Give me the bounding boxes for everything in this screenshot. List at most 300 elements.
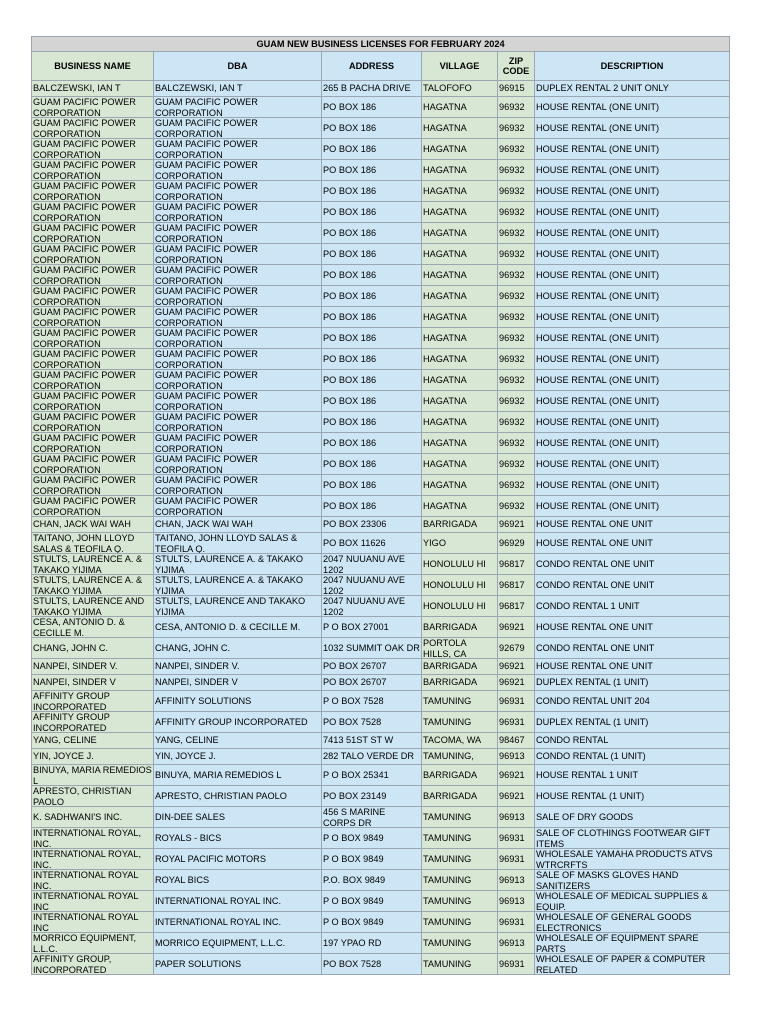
- cell-village: [422, 433, 498, 454]
- cell-business-name: [32, 617, 154, 638]
- cell-village-text: TAMUNING: [423, 695, 472, 706]
- cell-village: [422, 807, 498, 828]
- cell-village: [422, 849, 498, 870]
- cell-zip-code: [498, 97, 535, 118]
- cell-address: [322, 286, 422, 307]
- cell-address-text: PO BOX 186: [323, 122, 377, 133]
- cell-address: [322, 891, 422, 912]
- cell-zip-code: [498, 891, 535, 912]
- table-row: [32, 97, 730, 118]
- cell-description-text: DUPLEX RENTAL (1 UNIT): [536, 716, 649, 727]
- cell-address: [322, 765, 422, 786]
- cell-address: [322, 412, 422, 433]
- cell-zip-code-text: 96817: [499, 600, 525, 611]
- cell-address-text: PO BOX 186: [323, 479, 377, 490]
- cell-description-text: CONDO RENTAL ONE UNIT: [536, 558, 655, 569]
- cell-address: [322, 307, 422, 328]
- cell-dba: [154, 596, 322, 617]
- header-village: VILLAGE: [422, 52, 498, 81]
- cell-business-name: [32, 328, 154, 349]
- cell-description: [535, 596, 730, 617]
- cell-dba: [154, 81, 322, 97]
- cell-zip-code-text: 96915: [499, 83, 525, 94]
- cell-business-name-text: GUAM PACIFIC POWER CORPORATION: [33, 496, 136, 516]
- cell-description: [535, 454, 730, 475]
- cell-village-text: HAGATNA: [423, 500, 467, 511]
- cell-zip-code-text: 96932: [499, 164, 525, 175]
- cell-description: [535, 328, 730, 349]
- cell-description: [535, 517, 730, 533]
- cell-address: [322, 638, 422, 659]
- cell-address: [322, 596, 422, 617]
- cell-description-text: DUPLEX RENTAL 2 UNIT ONLY: [536, 83, 669, 94]
- cell-zip-code: [498, 349, 535, 370]
- cell-address: [322, 349, 422, 370]
- cell-dba-text: GUAM PACIFIC POWER CORPORATION: [155, 454, 258, 474]
- cell-business-name-text: MORRICO EQUIPMENT, L.L.C.: [33, 933, 137, 953]
- cell-business-name: [32, 712, 154, 733]
- table-row: [32, 307, 730, 328]
- header-description: DESCRIPTION: [535, 52, 730, 81]
- cell-description: [535, 749, 730, 765]
- cell-dba: [154, 349, 322, 370]
- cell-business-name-text: GUAM PACIFIC POWER CORPORATION: [33, 265, 136, 285]
- cell-business-name-text: INTERNATIONAL ROYAL INC: [33, 891, 139, 911]
- cell-business-name-text: BALCZEWSKI, IAN T: [33, 83, 121, 94]
- cell-description: [535, 691, 730, 712]
- cell-dba-text: GUAM PACIFIC POWER CORPORATION: [155, 97, 258, 117]
- cell-zip-code-text: 96913: [499, 937, 525, 948]
- cell-village-text: BARRIGADA: [423, 769, 478, 780]
- cell-zip-code: [498, 412, 535, 433]
- cell-village-text: HONOLULU HI: [423, 579, 486, 590]
- cell-dba: [154, 496, 322, 517]
- cell-zip-code-text: 96932: [499, 479, 525, 490]
- cell-dba: [154, 891, 322, 912]
- cell-address-text: PO BOX 186: [323, 101, 377, 112]
- cell-business-name: [32, 412, 154, 433]
- cell-address-text: PO BOX 186: [323, 500, 377, 511]
- table-row: [32, 954, 730, 975]
- cell-village: [422, 596, 498, 617]
- cell-dba-text: BALCZEWSKI, IAN T: [155, 83, 243, 94]
- cell-village: [422, 391, 498, 412]
- cell-business-name-text: INTERNATIONAL ROYAL, INC.: [33, 849, 142, 869]
- cell-village-text: BARRIGADA: [423, 519, 478, 530]
- cell-zip-code-text: 96932: [499, 353, 525, 364]
- cell-description-text: HOUSE RENTAL (ONE UNIT): [536, 458, 660, 469]
- cell-description-text: CONDO RENTAL ONE UNIT: [536, 579, 655, 590]
- table-row: [32, 412, 730, 433]
- cell-zip-code: [498, 575, 535, 596]
- cell-zip-code-text: 96932: [499, 227, 525, 238]
- table-row: [32, 517, 730, 533]
- cell-dba-text: NANPEI, SINDER V: [155, 677, 238, 688]
- cell-business-name: [32, 675, 154, 691]
- cell-zip-code: [498, 118, 535, 139]
- cell-description: [535, 202, 730, 223]
- cell-dba: [154, 118, 322, 139]
- cell-dba: [154, 712, 322, 733]
- cell-description-text: HOUSE RENTAL (ONE UNIT): [536, 395, 660, 406]
- cell-village-text: HONOLULU HI: [423, 558, 486, 569]
- cell-description-text: SALE OF MASKS GLOVES HAND SANITIZERS: [536, 870, 679, 890]
- cell-dba: [154, 97, 322, 118]
- cell-address-text: PO BOX 186: [323, 227, 377, 238]
- cell-description-text: SALE OF CLOTHINGS FOOTWEAR GIFT ITEMS: [536, 828, 710, 848]
- cell-description: [535, 807, 730, 828]
- cell-zip-code-text: 96921: [499, 621, 525, 632]
- cell-dba-text: TAITANO, JOHN LLOYD SALAS & TEOFILA Q.: [155, 533, 298, 553]
- cell-dba-text: GUAM PACIFIC POWER CORPORATION: [155, 160, 258, 180]
- cell-description-text: HOUSE RENTAL (ONE UNIT): [536, 143, 660, 154]
- table-row: [32, 596, 730, 617]
- table-body: [32, 81, 730, 975]
- cell-village: [422, 675, 498, 691]
- cell-dba: [154, 575, 322, 596]
- cell-business-name-text: GUAM PACIFIC POWER CORPORATION: [33, 160, 136, 180]
- table-row: [32, 712, 730, 733]
- cell-village-text: BARRIGADA: [423, 621, 478, 632]
- cell-description: [535, 733, 730, 749]
- cell-description-text: HOUSE RENTAL ONE UNIT: [536, 519, 653, 530]
- cell-dba-text: GUAM PACIFIC POWER CORPORATION: [155, 370, 258, 390]
- cell-description-text: HOUSE RENTAL (ONE UNIT): [536, 101, 660, 112]
- table-row: [32, 202, 730, 223]
- cell-zip-code-text: 96817: [499, 579, 525, 590]
- cell-address-text: P O BOX 9849: [323, 853, 384, 864]
- cell-dba: [154, 139, 322, 160]
- cell-business-name-text: INTERNATIONAL ROYAL, INC.: [33, 828, 142, 848]
- table-row: [32, 454, 730, 475]
- cell-village: [422, 370, 498, 391]
- cell-address: [322, 517, 422, 533]
- cell-village-text: TAMUNING: [423, 874, 472, 885]
- cell-village-text: HAGATNA: [423, 395, 467, 406]
- cell-description: [535, 97, 730, 118]
- cell-description: [535, 828, 730, 849]
- cell-description-text: CONDO RENTAL 1 UNIT: [536, 600, 640, 611]
- cell-description-text: HOUSE RENTAL 1 UNIT: [536, 769, 639, 780]
- cell-address: [322, 244, 422, 265]
- cell-village-text: TAMUNING: [423, 895, 472, 906]
- cell-village-text: HONOLULU HI: [423, 600, 486, 611]
- cell-dba: [154, 659, 322, 675]
- cell-description-text: CONDO RENTAL: [536, 735, 609, 746]
- cell-zip-code-text: 96932: [499, 248, 525, 259]
- cell-business-name: [32, 475, 154, 496]
- cell-village-text: TAMUNING: [423, 716, 472, 727]
- cell-address: [322, 691, 422, 712]
- cell-description: [535, 933, 730, 954]
- cell-dba-text: GUAM PACIFIC POWER CORPORATION: [155, 181, 258, 201]
- table-row: [32, 828, 730, 849]
- cell-address: [322, 454, 422, 475]
- cell-address-text: 2047 NUUANU AVE 1202: [323, 554, 406, 574]
- cell-village-text: HAGATNA: [423, 206, 467, 217]
- table-row: [32, 328, 730, 349]
- cell-description-text: HOUSE RENTAL (1 UNIT): [536, 790, 645, 801]
- cell-zip-code: [498, 596, 535, 617]
- table-row: [32, 691, 730, 712]
- cell-address-text: PO BOX 26707: [323, 677, 387, 688]
- cell-zip-code: [498, 554, 535, 575]
- cell-description-text: WHOLESALE YAMAHA PRODUCTS ATVS WTRCRFTS: [536, 849, 713, 869]
- cell-dba-text: GUAM PACIFIC POWER CORPORATION: [155, 391, 258, 411]
- cell-description-text: HOUSE RENTAL (ONE UNIT): [536, 290, 660, 301]
- cell-description-text: WHOLESALE OF EQUIPMENT SPARE PARTS: [536, 933, 699, 953]
- cell-description: [535, 575, 730, 596]
- cell-dba-text: CHAN, JACK WAI WAH: [155, 519, 253, 530]
- cell-address-text: P.O. BOX 9849: [323, 874, 386, 885]
- cell-dba-text: GUAM PACIFIC POWER CORPORATION: [155, 412, 258, 432]
- table-row: [32, 160, 730, 181]
- cell-description: [535, 412, 730, 433]
- cell-description-text: HOUSE RENTAL (ONE UNIT): [536, 437, 660, 448]
- cell-zip-code: [498, 675, 535, 691]
- cell-zip-code: [498, 691, 535, 712]
- table-row: [32, 391, 730, 412]
- cell-zip-code-text: 96913: [499, 811, 525, 822]
- cell-address: [322, 391, 422, 412]
- cell-business-name-text: GUAM PACIFIC POWER CORPORATION: [33, 328, 136, 348]
- cell-address-text: 7413 51ST ST W: [323, 735, 394, 746]
- cell-business-name-text: GUAM PACIFIC POWER CORPORATION: [33, 454, 136, 474]
- cell-zip-code: [498, 81, 535, 97]
- cell-description: [535, 954, 730, 975]
- cell-business-name-text: K. SADHWANI'S INC.: [33, 811, 123, 822]
- cell-address: [322, 181, 422, 202]
- cell-description: [535, 223, 730, 244]
- cell-dba-text: GUAM PACIFIC POWER CORPORATION: [155, 328, 258, 348]
- cell-dba: [154, 370, 322, 391]
- cell-description: [535, 638, 730, 659]
- table-row: [32, 733, 730, 749]
- cell-business-name: [32, 433, 154, 454]
- cell-address: [322, 496, 422, 517]
- cell-dba: [154, 807, 322, 828]
- table-row: [32, 933, 730, 954]
- cell-village: [422, 223, 498, 244]
- table-row: [32, 786, 730, 807]
- cell-village: [422, 244, 498, 265]
- cell-address: [322, 849, 422, 870]
- cell-address-text: 456 S MARINE CORPS DR: [323, 807, 386, 827]
- cell-zip-code-text: 96932: [499, 143, 525, 154]
- cell-zip-code: [498, 954, 535, 975]
- cell-dba-text: GUAM PACIFIC POWER CORPORATION: [155, 475, 258, 495]
- cell-address: [322, 807, 422, 828]
- cell-village: [422, 475, 498, 496]
- cell-business-name: [32, 202, 154, 223]
- cell-description: [535, 675, 730, 691]
- table-row: [32, 81, 730, 97]
- cell-zip-code-text: 96921: [499, 661, 525, 672]
- cell-address-text: PO BOX 23149: [323, 790, 387, 801]
- cell-dba: [154, 954, 322, 975]
- cell-zip-code-text: 92679: [499, 642, 525, 653]
- cell-zip-code-text: 96817: [499, 558, 525, 569]
- cell-description: [535, 659, 730, 675]
- cell-village: [422, 712, 498, 733]
- cell-dba-text: AFFINITY SOLUTIONS: [155, 695, 252, 706]
- table-row: [32, 118, 730, 139]
- cell-zip-code: [498, 181, 535, 202]
- cell-village-text: HAGATNA: [423, 374, 467, 385]
- cell-zip-code: [498, 765, 535, 786]
- table-row: [32, 870, 730, 891]
- cell-dba-text: STULTS, LAURENCE AND TAKAKO YIJIMA: [155, 596, 306, 616]
- cell-address-text: PO BOX 186: [323, 416, 377, 427]
- cell-zip-code-text: 96931: [499, 958, 525, 969]
- cell-business-name-text: GUAM PACIFIC POWER CORPORATION: [33, 433, 136, 453]
- header-business-name: BUSINESS NAME: [32, 52, 154, 81]
- table-row: [32, 265, 730, 286]
- cell-dba: [154, 160, 322, 181]
- cell-zip-code: [498, 870, 535, 891]
- cell-dba: [154, 412, 322, 433]
- cell-address-text: P O BOX 9849: [323, 832, 384, 843]
- cell-address-text: PO BOX 23306: [323, 519, 387, 530]
- cell-village-text: HAGATNA: [423, 479, 467, 490]
- cell-address-text: P O BOX 9849: [323, 916, 384, 927]
- cell-dba: [154, 691, 322, 712]
- cell-zip-code: [498, 328, 535, 349]
- cell-address: [322, 712, 422, 733]
- cell-business-name-text: CHAN, JACK WAI WAH: [33, 519, 131, 530]
- cell-dba-text: GUAM PACIFIC POWER CORPORATION: [155, 349, 258, 369]
- cell-village: [422, 749, 498, 765]
- cell-description-text: HOUSE RENTAL ONE UNIT: [536, 621, 653, 632]
- cell-dba: [154, 454, 322, 475]
- cell-dba-text: DIN-DEE SALES: [155, 811, 225, 822]
- cell-dba: [154, 223, 322, 244]
- cell-dba-text: ROYAL PACIFIC MOTORS: [155, 853, 266, 864]
- cell-village: [422, 265, 498, 286]
- cell-zip-code-text: 96932: [499, 290, 525, 301]
- cell-address-text: 2047 NUUANU AVE 1202: [323, 575, 406, 595]
- cell-village-text: HAGATNA: [423, 269, 467, 280]
- cell-business-name: [32, 391, 154, 412]
- cell-business-name-text: INTERNATIONAL ROYAL INC: [33, 912, 139, 932]
- cell-dba-text: GUAM PACIFIC POWER CORPORATION: [155, 202, 258, 222]
- cell-zip-code-text: 96931: [499, 832, 525, 843]
- cell-description: [535, 475, 730, 496]
- table-row: [32, 370, 730, 391]
- cell-village-text: TAMUNING: [423, 937, 472, 948]
- table-row: [32, 912, 730, 933]
- cell-dba: [154, 675, 322, 691]
- cell-address: [322, 533, 422, 554]
- cell-zip-code-text: 96931: [499, 716, 525, 727]
- cell-description-text: HOUSE RENTAL (ONE UNIT): [536, 248, 660, 259]
- cell-address: [322, 933, 422, 954]
- cell-address: [322, 617, 422, 638]
- cell-zip-code: [498, 849, 535, 870]
- cell-dba-text: YIN, JOYCE J.: [155, 751, 216, 762]
- cell-village: [422, 81, 498, 97]
- cell-business-name-text: TAITANO, JOHN LLOYD SALAS & TEOFILA Q.: [33, 533, 135, 553]
- cell-business-name: [32, 638, 154, 659]
- cell-dba-text: APRESTO, CHRISTIAN PAOLO: [155, 790, 287, 801]
- cell-address-text: PO BOX 186: [323, 332, 377, 343]
- cell-business-name-text: GUAM PACIFIC POWER CORPORATION: [33, 286, 136, 306]
- cell-business-name-text: GUAM PACIFIC POWER CORPORATION: [33, 370, 136, 390]
- cell-address-text: PO BOX 186: [323, 437, 377, 448]
- cell-village-text: HAGATNA: [423, 248, 467, 259]
- cell-address: [322, 223, 422, 244]
- cell-dba-text: GUAM PACIFIC POWER CORPORATION: [155, 265, 258, 285]
- cell-description-text: HOUSE RENTAL (ONE UNIT): [536, 269, 660, 280]
- cell-zip-code: [498, 638, 535, 659]
- cell-description-text: WHOLESALE OF GENERAL GOODS ELECTRONICS: [536, 912, 692, 932]
- cell-address-text: PO BOX 186: [323, 290, 377, 301]
- cell-description: [535, 81, 730, 97]
- cell-address: [322, 202, 422, 223]
- cell-description: [535, 160, 730, 181]
- cell-business-name-text: STULTS, LAURENCE AND TAKAKO YIJIMA: [33, 596, 145, 616]
- cell-dba-text: GUAM PACIFIC POWER CORPORATION: [155, 307, 258, 327]
- cell-business-name: [32, 575, 154, 596]
- cell-address-text: PO BOX 7528: [323, 958, 382, 969]
- cell-village-text: YIGO: [423, 537, 446, 548]
- cell-description-text: CONDO RENTAL ONE UNIT: [536, 642, 655, 653]
- table-row: [32, 617, 730, 638]
- cell-description-text: HOUSE RENTAL (ONE UNIT): [536, 500, 660, 511]
- cell-village-text: HAGATNA: [423, 353, 467, 364]
- cell-village-text: HAGATNA: [423, 227, 467, 238]
- cell-zip-code-text: 96932: [499, 437, 525, 448]
- cell-description-text: HOUSE RENTAL (ONE UNIT): [536, 416, 660, 427]
- cell-village-text: HAGATNA: [423, 311, 467, 322]
- cell-village-text: TAMUNING: [423, 832, 472, 843]
- cell-business-name: [32, 286, 154, 307]
- cell-zip-code-text: 98467: [499, 735, 525, 746]
- cell-zip-code: [498, 307, 535, 328]
- cell-business-name: [32, 533, 154, 554]
- cell-business-name: [32, 265, 154, 286]
- cell-dba: [154, 286, 322, 307]
- cell-business-name-text: GUAM PACIFIC POWER CORPORATION: [33, 244, 136, 264]
- cell-business-name: [32, 139, 154, 160]
- cell-business-name-text: BINUYA, MARIA REMEDIOS L: [33, 765, 152, 785]
- cell-address: [322, 475, 422, 496]
- cell-business-name-text: AFFINITY GROUP INCORPORATED: [33, 691, 110, 711]
- cell-description: [535, 617, 730, 638]
- header-address: ADDRESS: [322, 52, 422, 81]
- table-row: [32, 496, 730, 517]
- cell-zip-code: [498, 286, 535, 307]
- cell-village-text: BARRIGADA: [423, 661, 478, 672]
- cell-village: [422, 617, 498, 638]
- cell-address-text: P O BOX 7528: [323, 695, 384, 706]
- cell-zip-code-text: 96932: [499, 458, 525, 469]
- cell-business-name: [32, 181, 154, 202]
- cell-description-text: HOUSE RENTAL (ONE UNIT): [536, 311, 660, 322]
- cell-dba: [154, 181, 322, 202]
- cell-address: [322, 160, 422, 181]
- cell-business-name: [32, 97, 154, 118]
- cell-dba-text: INTERNATIONAL ROYAL INC.: [155, 916, 282, 927]
- cell-address: [322, 659, 422, 675]
- cell-zip-code-text: 96932: [499, 395, 525, 406]
- cell-description: [535, 765, 730, 786]
- cell-description: [535, 849, 730, 870]
- table-row: [32, 223, 730, 244]
- cell-zip-code-text: 96932: [499, 416, 525, 427]
- cell-dba-text: GUAM PACIFIC POWER CORPORATION: [155, 433, 258, 453]
- cell-dba-text: BINUYA, MARIA REMEDIOS L: [155, 769, 282, 780]
